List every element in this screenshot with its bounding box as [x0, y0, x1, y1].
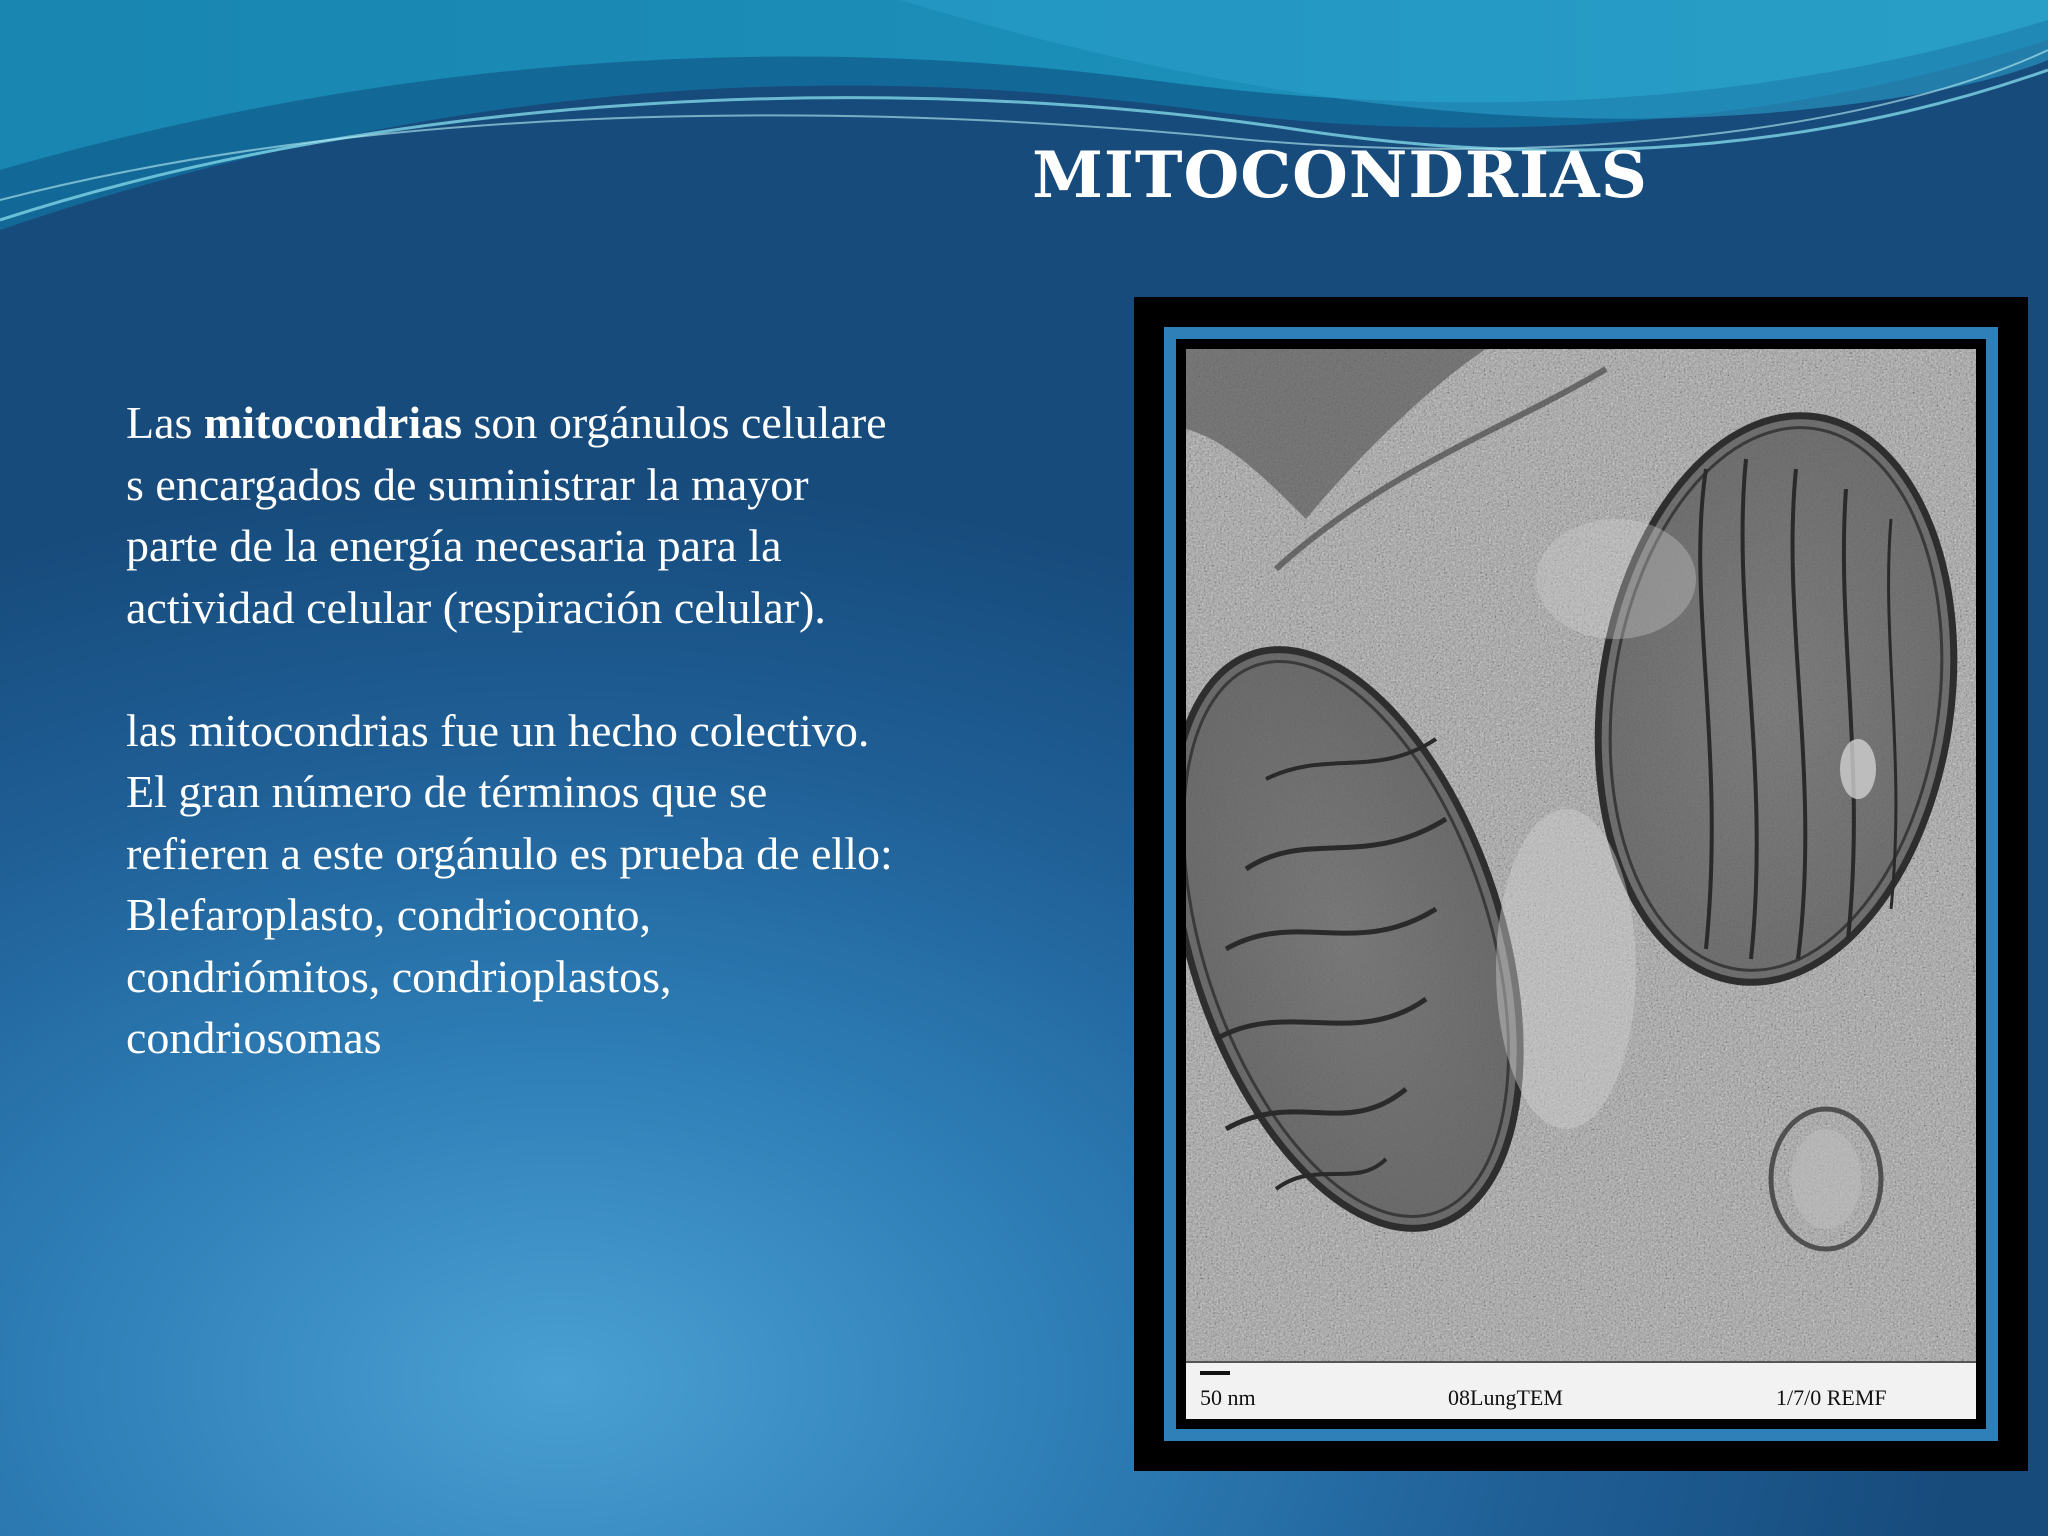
micrograph-caption-bar — [1186, 1361, 1976, 1419]
paragraph-gap — [126, 638, 1066, 700]
slide-title — [0, 138, 1990, 213]
scale-label: 50 nm — [1200, 1385, 1256, 1410]
image-code-label: 1/7/0 REMF — [1776, 1385, 1887, 1410]
p1-lead: Las — [126, 397, 204, 448]
p1-bold-term: mitocondrias — [203, 397, 463, 448]
paragraph-1-line-1 — [126, 392, 1066, 454]
image-frame-inner — [1176, 339, 1986, 1429]
image-id-label: 08LungTEM — [1448, 1385, 1563, 1410]
paragraph-1-line-2: s encargados de suministrar la mayor — [126, 458, 809, 510]
body-text — [126, 392, 1066, 1069]
micrograph-image — [1186, 349, 1976, 1419]
paragraph-2-line-5: condriómitos, condrioplastos, — [126, 950, 672, 1002]
paragraph-2-line-6: condriosomas — [126, 1012, 382, 1063]
image-frame-accent — [1164, 327, 1998, 1441]
scale-bar-mark — [1200, 1371, 1230, 1375]
wave-decoration — [0, 0, 2048, 260]
slide-title-text: MITOCONDRIAS — [1032, 138, 1648, 213]
paragraph-1-line-3: parte de la energía necesaria para la — [126, 520, 782, 571]
image-frame — [1134, 297, 2028, 1471]
paragraph-2-line-2: El gran número de términos que se — [126, 766, 768, 817]
paragraph-2-line-4: Blefaroplasto, condrioconto, — [126, 889, 652, 940]
paragraph-2-line-3: refieren a este orgánulo es prueba de ello: — [126, 827, 893, 879]
p1-line1-rest: son orgánulos celulare — [462, 397, 887, 448]
micrograph-drawing — [1186, 349, 1976, 1419]
paragraph-2-line-1: las mitocondrias fue un hecho colectivo. — [126, 704, 870, 756]
paragraph-1-line-4: actividad celular (respiración celular). — [126, 581, 826, 633]
